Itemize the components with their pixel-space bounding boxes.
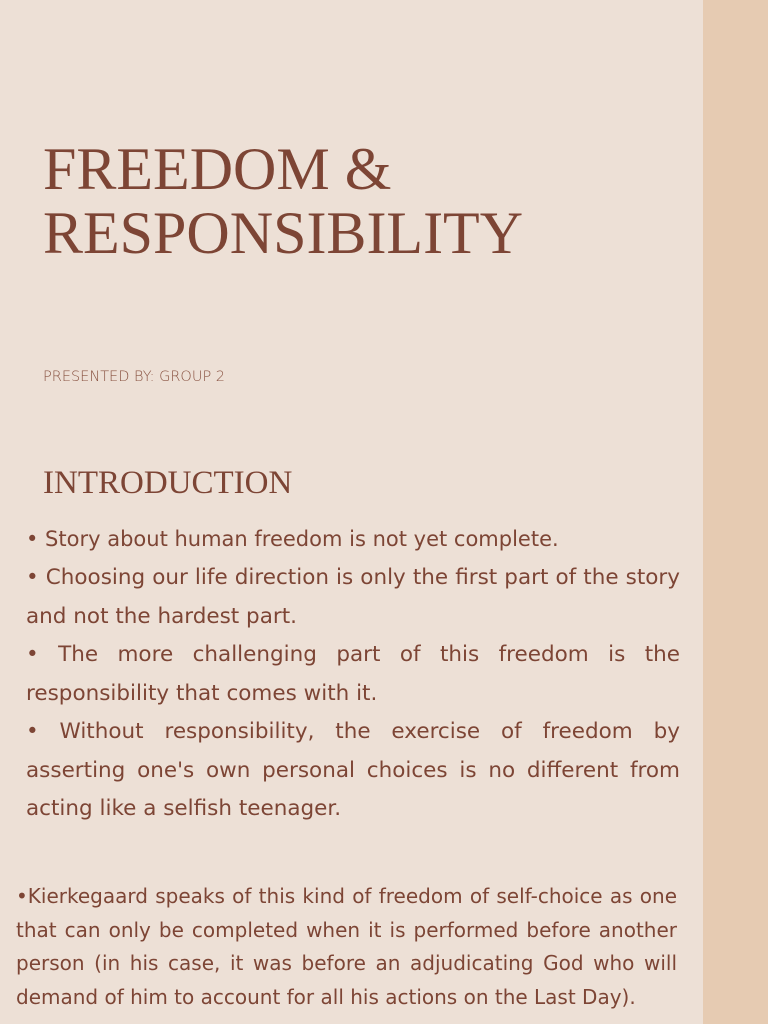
introduction-bullet-list	[26, 519, 680, 829]
slide-title	[43, 137, 523, 265]
bullet-item: • Story about human freedom is not yet complete.	[26, 527, 559, 551]
bullet-item: • Without responsibility, the exercise of freedom by asserting one's own personal choices is no different from acting like a selfish teenager.	[26, 719, 680, 821]
kierkegaard-paragraph: •Kierkegaard speaks of this kind of freedom of self-choice as one that can only be completed when it is performed before another person (in his case, it was before an adjudicating God who will demand of him to account for all his actions on the Last Day).	[16, 884, 677, 1009]
title-line-2: RESPONSIBILITY	[43, 200, 524, 266]
title-line-1: FREEDOM &	[43, 136, 392, 202]
decorative-side-strip	[703, 0, 768, 1024]
bullet-item: • Choosing our life direction is only the first part of the story and not the hardest part.	[26, 565, 680, 629]
bullet-item: • The more challenging part of this freedom is the responsibility that comes with it.	[26, 642, 680, 706]
introduction-heading: INTRODUCTION	[43, 465, 293, 501]
presenter-credit: PRESENTED BY: GROUP 2	[43, 369, 226, 385]
